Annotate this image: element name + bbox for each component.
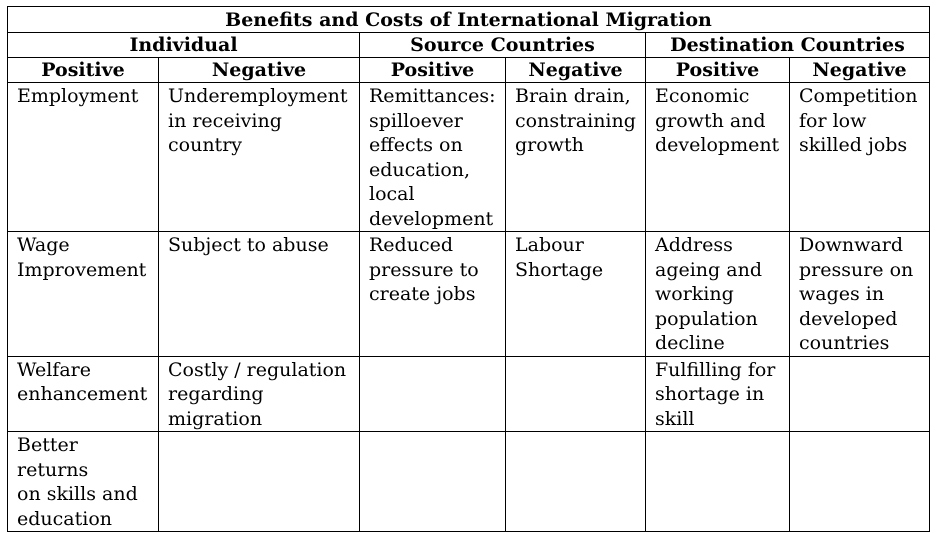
table-cell (360, 356, 506, 432)
subheader-source-positive: Positive (360, 58, 506, 83)
table-cell: Competition for low skilled jobs (790, 83, 930, 232)
subheader-destination-positive: Positive (646, 58, 790, 83)
table-cell: Brain drain, constraining growth (506, 83, 646, 232)
subheader-source-negative: Negative (506, 58, 646, 83)
group-header-destination-countries: Destination Countries (646, 33, 930, 58)
table-cell: Wage Improvement (8, 232, 159, 357)
subheader-individual-positive: Positive (8, 58, 159, 83)
table-cell (790, 356, 930, 432)
table-cell: Remittances: spilloever effects on education, local development (360, 83, 506, 232)
table-cell: Downward pressure on wages in developed countries (790, 232, 930, 357)
table-cell: Costly / regulation regarding migration (159, 356, 360, 432)
table-cell: Better returns on skills and education (8, 432, 159, 532)
table-row (8, 432, 930, 532)
table-cell: Welfare enhancement (8, 356, 159, 432)
table-row (8, 83, 930, 232)
table-cell (790, 432, 930, 532)
table-row (8, 356, 930, 432)
table-title: Benefits and Costs of International Migration (8, 7, 930, 33)
migration-table (7, 6, 930, 532)
group-header-individual: Individual (8, 33, 360, 58)
subheader-individual-negative: Negative (159, 58, 360, 83)
table-cell: Labour Shortage (506, 232, 646, 357)
table-cell (646, 432, 790, 532)
table-row (8, 232, 930, 357)
table-cell (506, 356, 646, 432)
table-cell: Fulfilling for shortage in skill (646, 356, 790, 432)
table-cell: Employment (8, 83, 159, 232)
table-cell (159, 432, 360, 532)
table-cell: Address ageing and working population decline (646, 232, 790, 357)
subheader-destination-negative: Negative (790, 58, 930, 83)
table-cell (360, 432, 506, 532)
table-cell: Subject to abuse (159, 232, 360, 357)
table-cell (506, 432, 646, 532)
group-header-source-countries: Source Countries (360, 33, 646, 58)
table-cell: Reduced pressure to create jobs (360, 232, 506, 357)
table-cell: Economic growth and development (646, 83, 790, 232)
table-cell: Underemployment in receiving country (159, 83, 360, 232)
